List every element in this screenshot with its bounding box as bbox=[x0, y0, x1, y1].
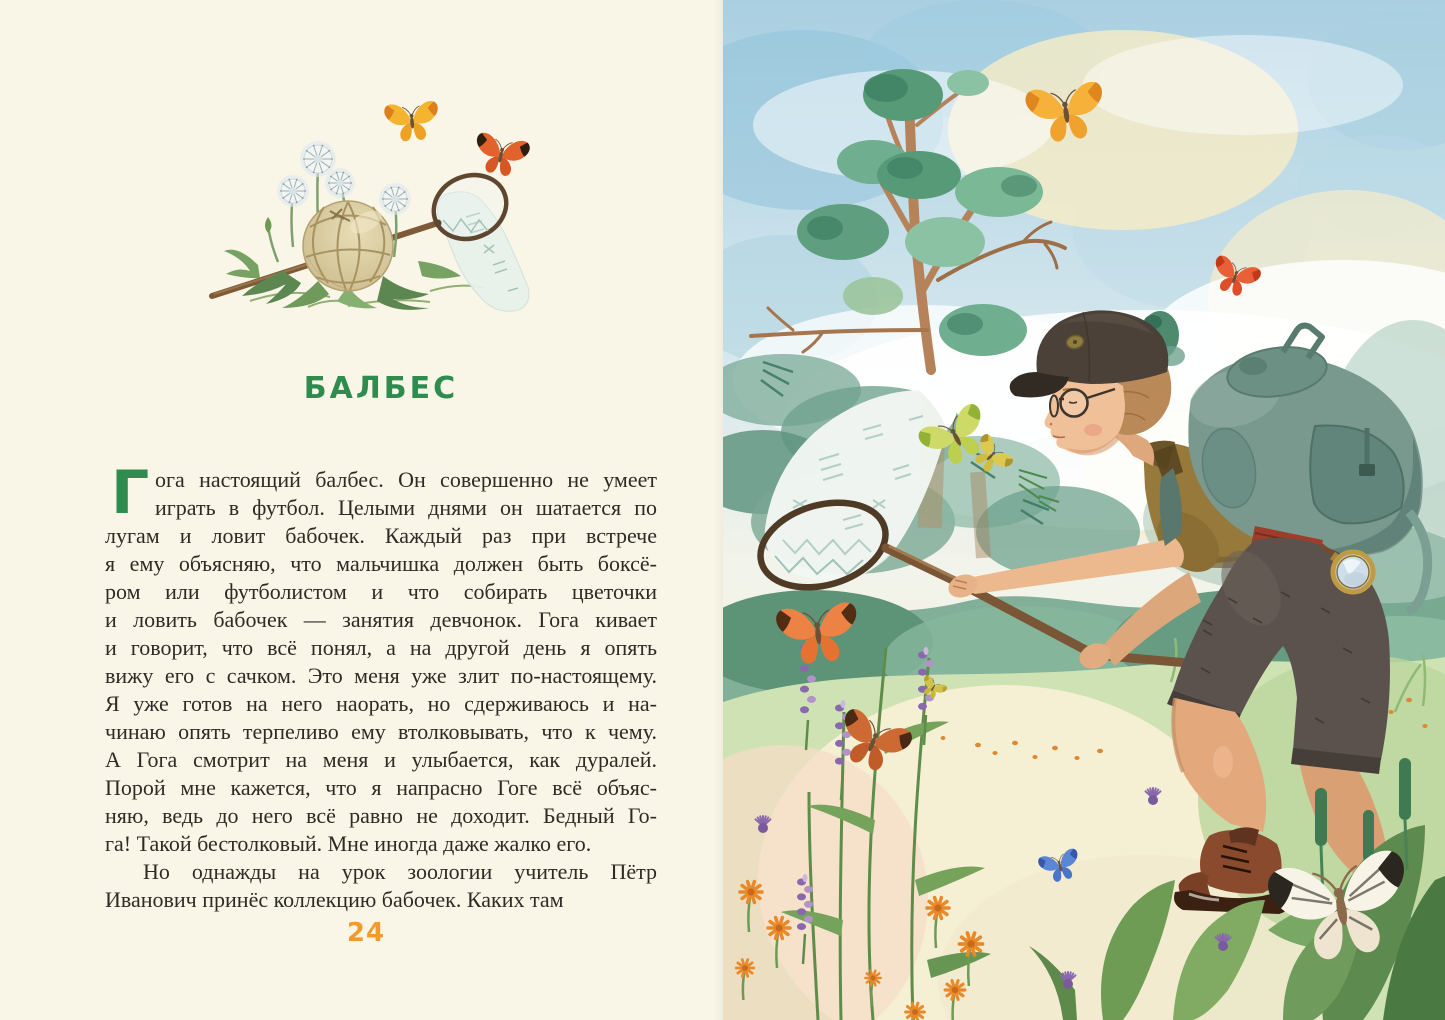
old-ball bbox=[303, 201, 393, 291]
text-line: играть в футбол. Целыми днями он шатается по bbox=[155, 495, 657, 520]
drop-cap: Г bbox=[111, 458, 150, 528]
spot-illustration bbox=[198, 95, 543, 325]
spot-butterflies bbox=[384, 100, 531, 179]
paragraph-2 bbox=[105, 858, 657, 914]
text-line: Иванович принёс коллекцию бабочек. Каких там bbox=[105, 887, 564, 912]
text-line: ога настоящий балбес. Он совершенно не умеет bbox=[155, 467, 657, 492]
cheek bbox=[1084, 424, 1102, 436]
text-line: Но однажды на урок зоологии учитель Пётр bbox=[143, 859, 657, 884]
dandelion-bud bbox=[265, 217, 272, 233]
text-line: Порой мне кажется, что я напрасно Гоге всё объяс- bbox=[105, 775, 657, 800]
cloud bbox=[1083, 35, 1403, 135]
text-line: я ему объясняю, что мальчишка должен быть боксё- bbox=[105, 551, 657, 576]
spot-butterfly-yellow bbox=[384, 100, 441, 143]
text-line: Я уже готов на него наорать, но сдерживаюсь и на- bbox=[105, 691, 657, 716]
text-line: га! Такой бестолковый. Мне иногда даже жалко его. bbox=[105, 831, 592, 856]
body-text bbox=[105, 458, 657, 914]
page-number: 24 bbox=[346, 918, 386, 948]
text-line: ром или футболистом и что собирать цветочки bbox=[105, 579, 657, 604]
paragraph-1 bbox=[105, 458, 657, 858]
text-line: и говорит, что всё понял, а на другой день я опять bbox=[105, 635, 657, 660]
spot-butterfly-orange bbox=[471, 131, 531, 179]
seed-head bbox=[277, 175, 309, 207]
chapter-title: БАЛБЕС bbox=[303, 371, 459, 406]
seed-head bbox=[325, 168, 355, 198]
right-page bbox=[723, 0, 1445, 1020]
page-gutter bbox=[713, 0, 723, 1020]
watercolor-illustration bbox=[723, 0, 1445, 1020]
text-line: лугам и ловит бабочек. Каждый раз при встрече bbox=[105, 523, 657, 548]
text-line: А Гога смотрит на меня и улыбается, как дуралей. bbox=[105, 747, 657, 772]
seed-head bbox=[379, 183, 411, 215]
text-line: вижу его с сачком. Это меня уже злит по-настоящему. bbox=[105, 663, 657, 688]
text-line: и ловить бабочек — занятия девчонок. Гога кивает bbox=[105, 607, 657, 632]
text-line: чинаю опять терпеливо ему втолковывать, что к чему. bbox=[105, 719, 657, 744]
text-line: няю, ведь до него всё равно не доходит. Бедный Го- bbox=[105, 803, 657, 828]
